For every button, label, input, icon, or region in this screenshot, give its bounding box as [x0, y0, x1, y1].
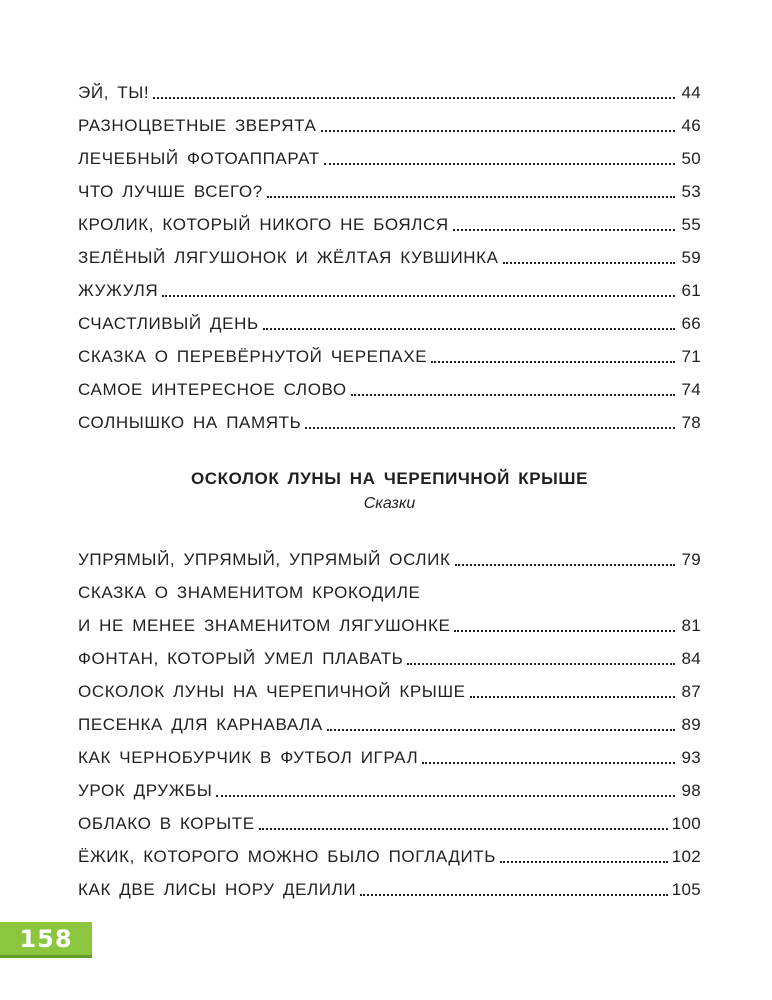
toc-entry	[78, 103, 701, 136]
toc-entry-page: 46	[681, 116, 701, 135]
toc-entry-page: 79	[681, 550, 701, 569]
toc-entry	[78, 537, 701, 570]
toc-entry-line	[78, 570, 701, 603]
toc-entry-page: 84	[681, 649, 701, 668]
toc-entry	[78, 268, 701, 301]
toc-entry-title: КРОЛИК, КОТОРЫЙ НИКОГО НЕ БОЯЛСЯ	[78, 215, 449, 234]
toc-entry-page: 102	[671, 847, 701, 866]
toc-entry-page: 44	[681, 83, 701, 102]
dot-leader	[422, 748, 675, 764]
dot-leader	[360, 880, 668, 896]
toc-entry	[78, 702, 701, 735]
toc-entry-title-continued: И НЕ МЕНЕЕ ЗНАМЕНИТОМ ЛЯГУШОНКЕ	[78, 616, 451, 635]
dot-leader	[267, 182, 675, 198]
toc-entry	[78, 801, 701, 834]
dot-leader	[431, 347, 675, 363]
toc-entry	[78, 301, 701, 334]
toc-entry-page: 61	[681, 281, 701, 300]
toc-entry	[78, 735, 701, 768]
toc-entry-title: САМОЕ ИНТЕРЕСНОЕ СЛОВО	[78, 380, 347, 399]
dot-leader	[500, 847, 668, 863]
dot-leader	[162, 281, 675, 297]
page-number-tab	[0, 922, 92, 958]
dot-leader	[259, 814, 668, 830]
toc-entry-title: СЧАСТЛИВЫЙ ДЕНЬ	[78, 314, 259, 333]
toc-entry-page: 74	[681, 380, 701, 399]
section-header	[78, 465, 701, 515]
section-subtitle: Сказки	[363, 495, 416, 512]
dot-leader	[453, 215, 675, 231]
toc-entry-page: 59	[681, 248, 701, 267]
toc-entry	[78, 70, 701, 103]
dot-leader	[327, 715, 675, 731]
toc-entry	[78, 570, 701, 636]
toc-entry-page: 105	[671, 880, 701, 899]
toc-entry-title: СОЛНЫШКО НА ПАМЯТЬ	[78, 413, 302, 432]
toc-entry-title: РАЗНОЦВЕТНЫЕ ЗВЕРЯТА	[78, 116, 317, 135]
toc-entry	[78, 636, 701, 669]
toc-entry-title: ПЕСЕНКА ДЛЯ КАРНАВАЛА	[78, 715, 323, 734]
toc-entry-title: ОСКОЛОК ЛУНЫ НА ЧЕРЕПИЧНОЙ КРЫШЕ	[78, 682, 466, 701]
dot-leader	[351, 380, 675, 396]
toc-entry-title: СКАЗКА О ПЕРЕВЁРНУТОЙ ЧЕРЕПАХЕ	[78, 347, 428, 366]
dot-leader	[216, 781, 675, 797]
toc-entry	[78, 768, 701, 801]
dot-leader	[153, 83, 675, 99]
dot-leader	[503, 248, 675, 264]
section-title: ОСКОЛОК ЛУНЫ НА ЧЕРЕПИЧНОЙ КРЫШЕ	[190, 469, 589, 488]
toc-entry-title: ЁЖИК, КОТОРОГО МОЖНО БЫЛО ПОГЛАДИТЬ	[78, 847, 497, 866]
toc-entry-title: СКАЗКА О ЗНАМЕНИТОМ КРОКОДИЛЕ	[78, 583, 421, 602]
dot-leader	[407, 649, 675, 665]
toc-entry-title: ЭЙ, ТЫ!	[78, 83, 150, 102]
toc-entry-page: 78	[681, 413, 701, 432]
toc-entry-page: 98	[681, 781, 701, 800]
toc-entry-page: 93	[681, 748, 701, 767]
toc-entry-page: 50	[681, 149, 701, 168]
toc-entry-line	[78, 603, 701, 636]
dot-leader	[470, 682, 675, 698]
toc-entry-title: ЖУЖУЛЯ	[78, 281, 159, 300]
toc-list-section-one	[78, 70, 701, 433]
toc-entry	[78, 202, 701, 235]
toc-entry	[78, 334, 701, 367]
toc-entry-title: КАК ЧЕРНОБУРЧИК В ФУТБОЛ ИГРАЛ	[78, 748, 419, 767]
toc-entry-title: КАК ДВЕ ЛИСЫ НОРУ ДЕЛИЛИ	[78, 880, 357, 899]
dot-leader	[454, 616, 675, 632]
toc-entry-title: ЛЕЧЕБНЫЙ ФОТОАППАРАТ	[78, 149, 320, 168]
toc-entry-title: ОБЛАКО В КОРЫТЕ	[78, 814, 255, 833]
dot-leader	[324, 149, 675, 165]
dot-leader	[455, 550, 676, 566]
toc-entry-page: 81	[681, 616, 701, 635]
toc-entry-title: ЗЕЛЁНЫЙ ЛЯГУШОНОК И ЖЁЛТАЯ КУВШИНКА	[78, 248, 499, 267]
toc-entry-title: ФОНТАН, КОТОРЫЙ УМЕЛ ПЛАВАТЬ	[78, 649, 404, 668]
toc-entry	[78, 834, 701, 867]
toc-entry-page: 53	[681, 182, 701, 201]
page-number: 158	[19, 924, 73, 953]
toc-entry	[78, 235, 701, 268]
toc-entry	[78, 169, 701, 202]
dot-leader	[263, 314, 675, 330]
toc-entry-page: 71	[681, 347, 701, 366]
dot-leader	[321, 116, 676, 132]
toc-entry	[78, 367, 701, 400]
toc-entry-page: 55	[681, 215, 701, 234]
dot-leader	[305, 413, 675, 429]
toc-entry	[78, 867, 701, 900]
toc-entry	[78, 669, 701, 702]
toc-entry	[78, 136, 701, 169]
toc-list-section-two	[78, 537, 701, 900]
toc-entry-title: ЧТО ЛУЧШЕ ВСЕГО?	[78, 182, 263, 201]
toc-entry-page: 66	[681, 314, 701, 333]
toc-entry-page: 89	[681, 715, 701, 734]
toc-entry-title: УРОК ДРУЖБЫ	[78, 781, 213, 800]
toc-entry	[78, 400, 701, 433]
toc-entry-page: 100	[671, 814, 701, 833]
toc-entry-page: 87	[681, 682, 701, 701]
toc-entry-title: УПРЯМЫЙ, УПРЯМЫЙ, УПРЯМЫЙ ОСЛИК	[78, 550, 451, 569]
